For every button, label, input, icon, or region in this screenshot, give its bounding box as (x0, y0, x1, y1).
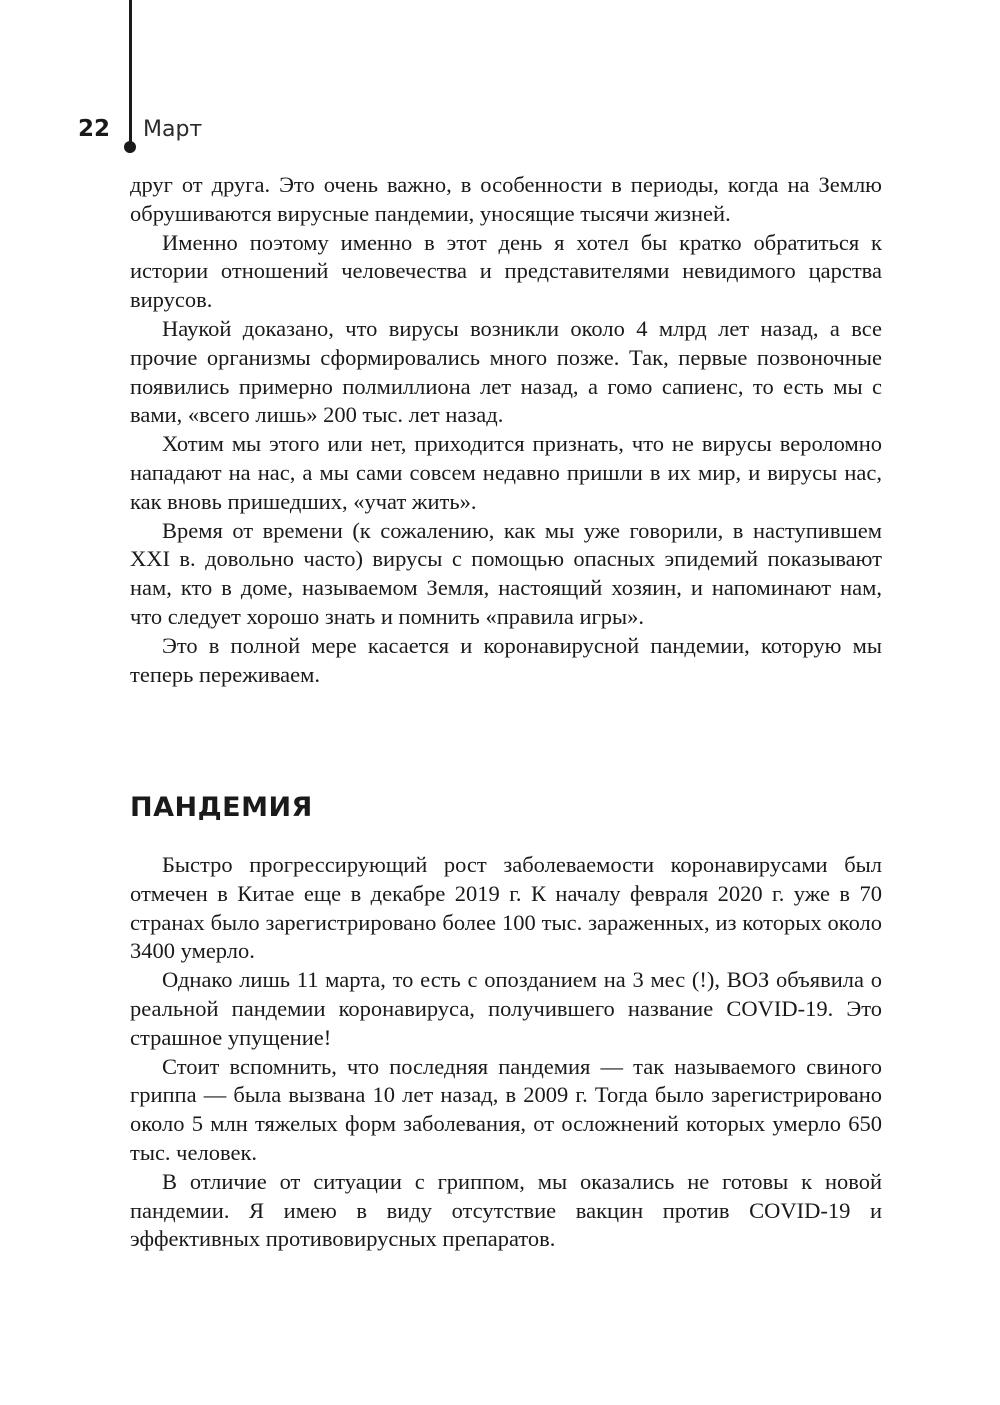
paragraph: Однако лишь 11 марта, то есть с опозданием на 3 мес (!), ВОЗ объявила о реальной пандемии коронавируса, получившего название COVID-19. Это страшное упущение! (130, 967, 882, 1050)
paragraph: В отличие от ситуации с гриппом, мы оказались не готовы к новой пандемии. Я имею в виду отсутствие вакцин против COVID-19 и эффективных противовирусных препаратов. (130, 1168, 882, 1252)
paragraph: Наукой доказано, что вирусы возникли около 4 млрд лет назад, а все прочие организмы сформировались много позже. Так, первые позвоночные появились примерно полмиллиона лет назад, а гомо сапиенс, то есть мы с вами, «всего лишь» 200 тыс. лет назад. (130, 315, 882, 428)
paragraph: Стоит вспомнить, что последняя пандемия — так называемого свиного гриппа — была вызвана 10 лет назад, в 2009 г. Тогда было зарегистрировано около 5 млн тяжелых форм заболевания, от осложнений которых умерло 650 тыс. человек. (130, 1053, 882, 1165)
header-divider-dot (124, 141, 136, 153)
paragraph: Время от времени (к сожалению, как мы уже говорили, в наступившем XXI в. довольно часто) вирусы с помощью опасных эпидемий показывают нам, кто в доме, называемом Земля, настоящий хозяин, и напоминают нам, что следует хорошо знать и помнить «правила игры». (130, 517, 882, 629)
text-block-intro (130, 171, 882, 689)
paragraph: Именно поэтому именно в этот день я хотел бы кратко обратиться к истории отношений человечества и представителями невидимого царства вирусов. (130, 229, 882, 313)
running-title: Март (143, 117, 203, 142)
text-block-pandemic (130, 851, 882, 1254)
paragraph: Быстро прогрессирующий рост заболеваемости коронавирусами был отмечен в Китае еще в декабре 2019 г. К началу февраля 2020 г. уже в 70 странах было зарегистрировано более 100 тыс. зараженных, из которых около 3400 умерло. (130, 852, 882, 964)
header-divider-line (129, 0, 132, 146)
section-heading: ПАНДЕМИЯ (130, 792, 313, 823)
paragraph: Это в полной мере касается и коронавирусной пандемии, которую мы теперь переживаем. (130, 632, 882, 687)
paragraph: друг от друга. Это очень важно, в особенности в периоды, когда на Землю обрушиваются вирусные пандемии, уносящие тысячи жизней. (130, 172, 882, 226)
paragraph: Хотим мы этого или нет, приходится признать, что не вирусы вероломно нападают на нас, а мы сами совсем недавно пришли в их мир, и вирусы нас, как вновь пришедших, «учат жить». (130, 431, 882, 514)
page-number: 22 (78, 116, 111, 142)
